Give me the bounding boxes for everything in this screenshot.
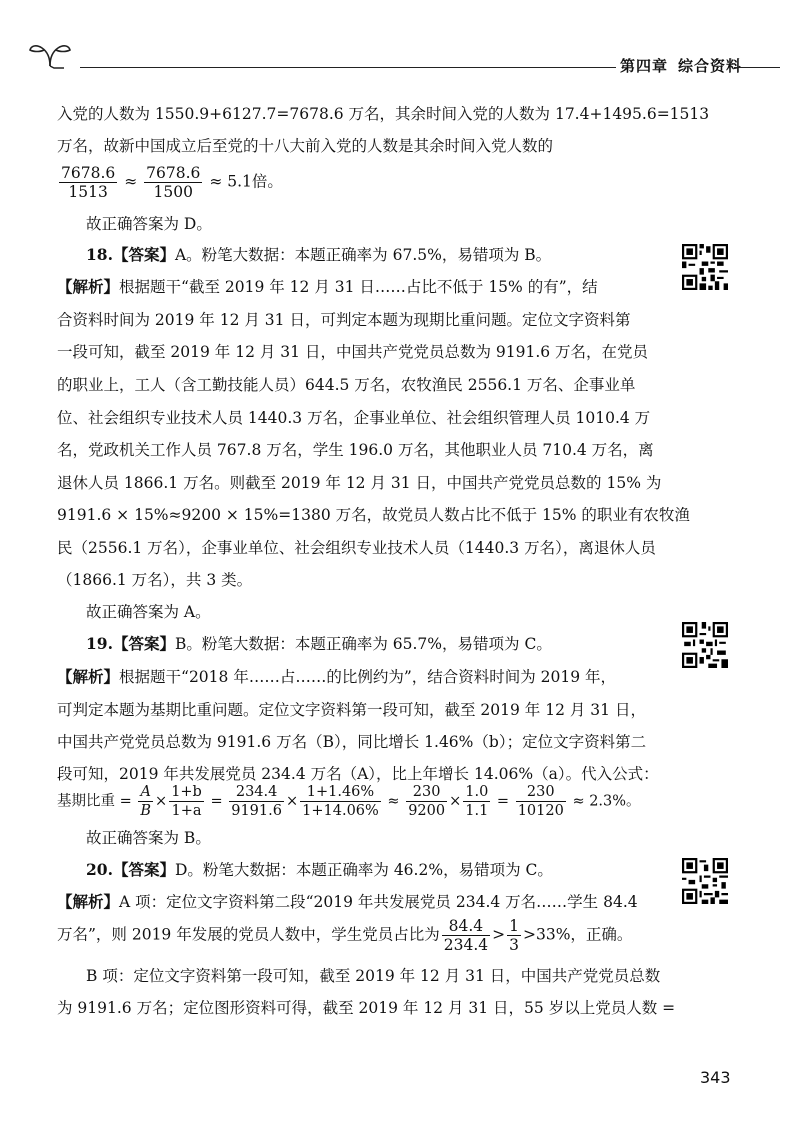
fraction: $\frac{230}{10120}$ (517, 784, 564, 819)
chapter-number: 第四章 (620, 57, 669, 75)
fraction: $\frac{A}{B}$ (140, 784, 152, 819)
fraction: $\frac{1}{3}$ (509, 917, 519, 954)
text-line: 段可知，2019 年共发展党员 234.4 万名（A），比上年增长 14.06%（a）。代入公式： (57, 765, 659, 783)
sprout-icon (28, 40, 72, 70)
text-line: 位、社会组织专业技术人员 1440.3 万名，企事业单位、社会组织管理人员 1010.4 万 (57, 409, 651, 427)
text-line: 万名，故新中国成立后至党的十八大前入党的人数是其余时间入党人数的 (57, 137, 554, 155)
text-line: 民（2556.1 万名），企事业单位、社会组织专业技术人员（1440.3 万名），离退休人员 (57, 539, 656, 557)
text-line: 可判定本题为基期比重问题。定位文字资料第一段可知，截至 2019 年 12 月 31 日， (57, 701, 646, 719)
text-line: 一段可知，截至 2019 年 12 月 31 日，中国共产党党员总数为 9191.6 万名，在党员 (57, 343, 649, 361)
fraction: $\frac{7678.6}{1500}$ (146, 164, 201, 201)
chapter-title (620, 55, 752, 76)
fraction: $\frac{234.4}{9191.6}$ (231, 784, 282, 819)
text-line: 的职业上，工人（含工勤技能人员）644.5 万名，农牧渔民 2556.1 万名、企事业单 (57, 376, 636, 394)
fraction: $\frac{1.0}{1.1}$ (465, 784, 489, 819)
q19-answer: 19.【答案】B。粉笔大数据：本题正确率为 65.7%，易错项为 C。 (86, 634, 552, 653)
fraction: $\frac{1+1.46\%}{1+14.06\%}$ (302, 784, 379, 819)
text-line: B 项：定位文字资料第一段可知，截至 2019 年 12 月 31 日，中国共产党党员总数 (86, 967, 661, 985)
qr-code-icon (682, 244, 728, 290)
text-line: 9191.6 × 15%≈9200 × 15%=1380 万名，故党员人数占比不低于 15% 的职业有农牧渔 (57, 506, 690, 524)
fraction: $\frac{7678.6}{1513}$ (61, 164, 116, 201)
fraction: $\frac{1+b}{1+a}$ (171, 784, 202, 819)
formula-line: $\frac{7678.6}{1513}$ ≈ $\frac{7678.6}{1500}$ ≈ 5.1倍。 (61, 164, 283, 201)
answer-line: 故正确答案为 D。 (86, 215, 212, 233)
answer-line: 故正确答案为 B。 (86, 829, 211, 847)
chapter-name: 综合资料 (678, 57, 743, 75)
qr-code-icon (682, 858, 728, 904)
q20-answer: 20.【答案】D。粉笔大数据：本题正确率为 46.2%，易错项为 C。 (86, 860, 553, 879)
text-line: 为 9191.6 万名；定位图形资料可得，截至 2019 年 12 月 31 日，55 岁以上党员人数 = (57, 999, 676, 1017)
fraction: $\frac{84.4}{234.4}$ (443, 917, 489, 954)
text-line: （1866.1 万名），共 3 类。 (57, 571, 253, 589)
text-line: 入党的人数为 1550.9+6127.7=7678.6 万名，其余时间入党的人数为 17.4+1495.6=1513 (57, 105, 710, 123)
text-line: 中国共产党党员总数为 9191.6 万名（B），同比增长 1.46%（b）；定位文字资料第二 (57, 733, 647, 751)
formula-line: 万名”，则 2019 年发展的党员人数中，学生党员占比为 $\frac{84.4}{234.4}$ > $\frac{1}{3}$ >33%，正确。 (57, 917, 633, 954)
q20-analysis: 【解析】A 项：定位文字资料第二段“2019 年共发展党员 234.4 万名……学生 84.4 (57, 892, 638, 911)
fraction: $\frac{230}{9200}$ (408, 784, 446, 819)
page-header (28, 40, 780, 76)
qr-code-icon (682, 622, 728, 668)
q18-answer: 18.【答案】A。粉笔大数据：本题正确率为 67.5%，易错项为 B。 (86, 245, 552, 264)
answer-line: 故正确答案为 A。 (86, 603, 211, 621)
text-line: 退休人员 1866.1 万名。则截至 2019 年 12 月 31 日，中国共产党党员总数的 15% 为 (57, 474, 662, 492)
header-rule-right (734, 67, 780, 68)
q19-analysis: 【解析】根据题干“2018 年……占……的比例约为”，结合资料时间为 2019 年， (57, 667, 617, 686)
page-number: 343 (700, 1068, 731, 1087)
formula-line: 基期比重 = $\frac{A}{B}$ × $\frac{1+b}{1+a}$ = $\frac{234.4}{9191.6}$ × $\frac{1+1.46\%}{1+14.06\%}$ ≈ $\frac{230}{9200}$ × $\frac{1.0}{1.1}$ = $\frac{230}{10120}$ ≈ 2.3%。 (57, 784, 641, 819)
header-rule (80, 67, 616, 68)
text-line: 名，党政机关工作人员 767.8 万名，学生 196.0 万名，其他职业人员 710.4 万名，离 (57, 441, 654, 459)
q18-analysis: 【解析】根据题干“截至 2019 年 12 月 31 日……占比不低于 15% 的有”，结 (57, 277, 598, 296)
text-line: 合资料时间为 2019 年 12 月 31 日，可判定本题为现期比重问题。定位文字资料第 (57, 311, 631, 329)
